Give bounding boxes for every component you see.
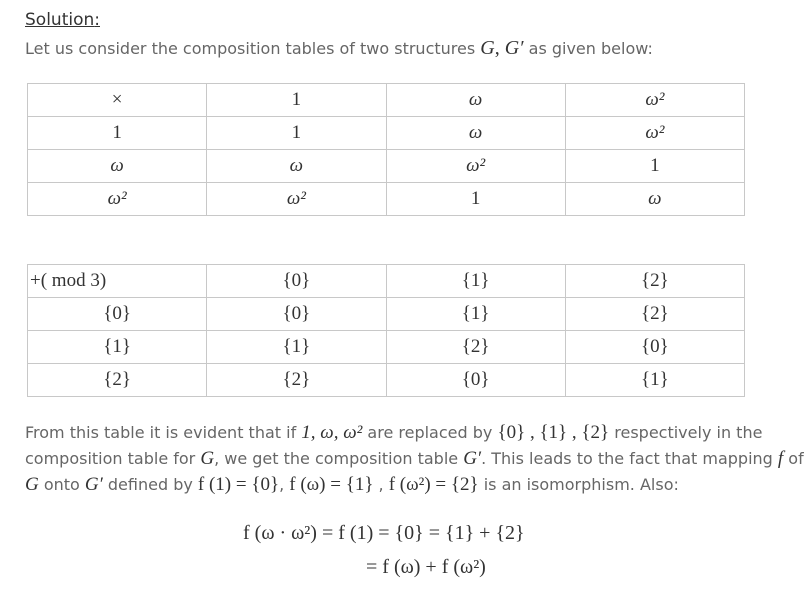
table-row [28,183,745,216]
explanation-text: , we get the composition table [214,449,464,468]
intro-structure-g-prime: G′ [504,37,524,59]
table-row [28,265,745,298]
intro-text-after: as given below: [523,39,653,58]
math-expression: f [777,448,784,469]
table-cell: 1 [207,84,386,117]
explanation-text: respectively in the [609,423,763,442]
explanation-text: , [279,475,290,494]
solution-heading-label: Solution [25,10,95,30]
math-expression: G′ [84,474,103,495]
table-cell: ω² [28,183,207,216]
explanation-text: From this table it is evident that if [25,423,302,442]
addition-mod-3-composition-table [27,264,745,397]
table-cell: {0} [386,364,565,397]
math-expression: f (1) = {0} [197,474,280,495]
table-cell: {1} [565,364,744,397]
math-expression: G′ [463,448,482,469]
solution-heading [25,10,100,30]
solution-heading-colon: : [94,10,100,30]
table-cell: {2} [565,298,744,331]
explanation-text: . This leads to the fact that mapping [481,449,778,468]
table-row [28,331,745,364]
explanation-text: composition table for [25,449,201,468]
table-row [28,117,745,150]
table-cell: 1 [565,150,744,183]
table-row [28,298,745,331]
explanation-line-1 [25,420,795,446]
explanation-line-3 [25,472,795,498]
table-cell: ω [565,183,744,216]
table-cell: {2} [386,331,565,364]
isomorphism-equation-line-1: f (ω · ω²) = f (1) = {0} = {1} + {2} [243,522,525,544]
intro-separator: , [494,37,505,59]
table-cell: {0} [207,298,386,331]
math-expression: G [200,448,215,469]
table-cell: ω² [565,84,744,117]
table-cell: ω [28,150,207,183]
math-expression: f (ω) = {1} [289,474,374,495]
table-cell: 1 [28,117,207,150]
explanation-text: is an isomorphism. Also: [478,475,679,494]
table-cell: 1 [207,117,386,150]
intro-structure-g: G [480,37,495,59]
table-cell: {1} [386,298,565,331]
table-cell: {2} [28,364,207,397]
table-cell: ω² [386,150,565,183]
explanation-text: defined by [102,475,198,494]
table-cell: {0} [565,331,744,364]
table-row [28,84,745,117]
table-cell: ω [207,150,386,183]
table-cell: {1} [207,331,386,364]
multiplication-composition-table [27,83,745,216]
table-cell: 1 [386,183,565,216]
isomorphism-equation-line-2: = f (ω) + f (ω²) [366,556,486,578]
explanation-text: onto [38,475,85,494]
table-cell: {2} [565,265,744,298]
table-cell: ω [386,84,565,117]
explanation-text: , [373,475,389,494]
intro-text [25,37,653,60]
explanation-text: of [783,449,804,468]
table-cell: {1} [386,265,565,298]
table-cell: +( mod 3) [28,265,207,298]
intro-text-before: Let us consider the composition tables of two structures [25,39,481,58]
explanation-text: are replaced by [362,423,498,442]
table-row [28,150,745,183]
table-row [28,364,745,397]
math-expression: 1, ω, ω² [301,422,363,443]
table-cell: ω [386,117,565,150]
table-cell: × [28,84,207,117]
table-cell: {2} [207,364,386,397]
table-cell: ω² [565,117,744,150]
isomorphism-explanation [25,420,804,498]
math-expression: G [25,474,39,495]
math-expression: f (ω²) = {2} [388,474,479,495]
table-cell: ω² [207,183,386,216]
math-expression: {0} , {1} , {2} [497,422,610,443]
table-cell: {0} [207,265,386,298]
explanation-line-2 [25,446,804,472]
table-cell: {1} [28,331,207,364]
table-cell: {0} [28,298,207,331]
